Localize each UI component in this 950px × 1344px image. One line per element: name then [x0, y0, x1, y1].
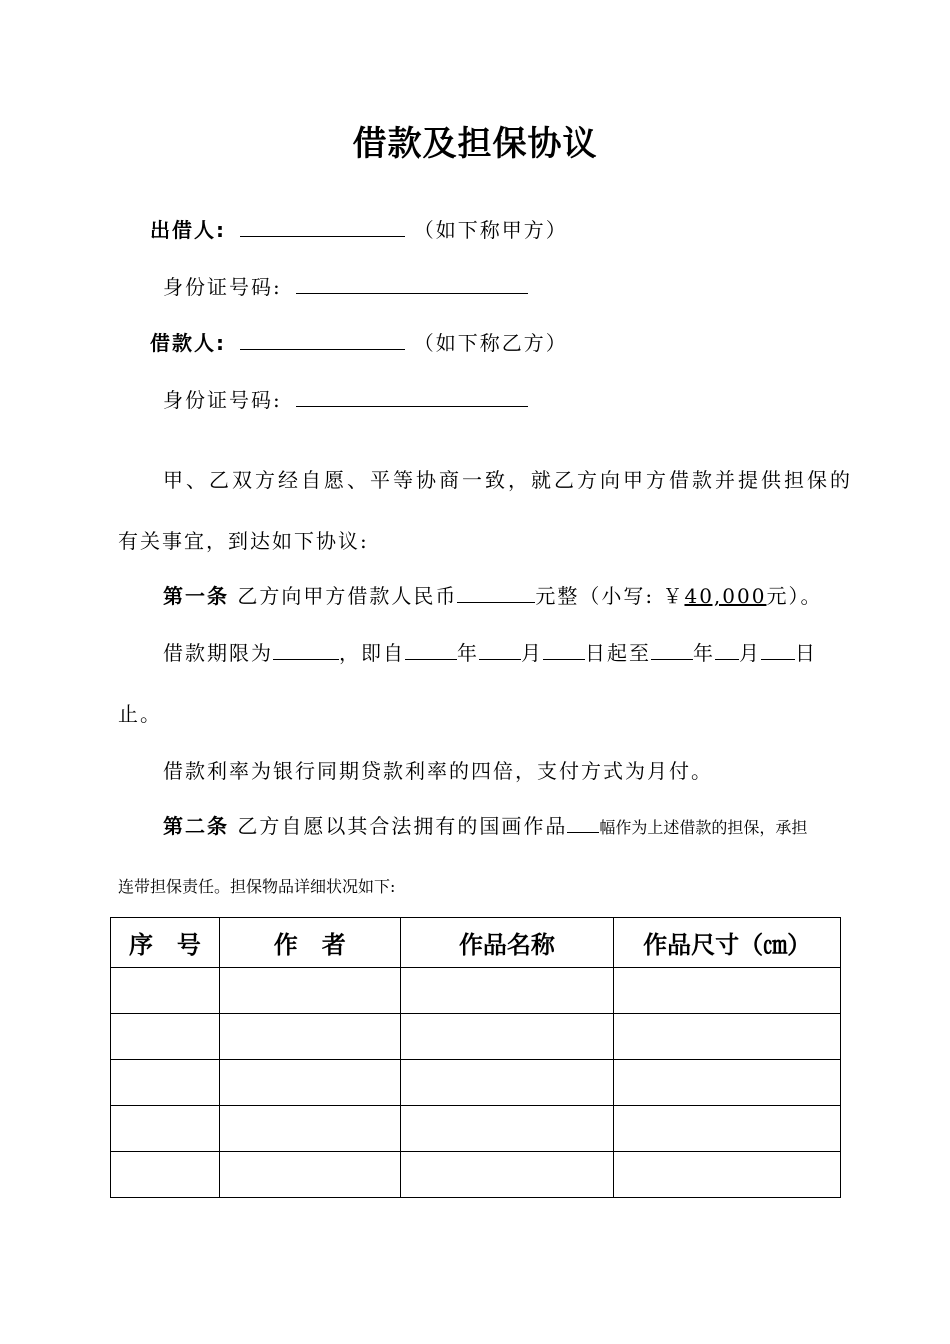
- borrower-id-label: 身份证号码:: [163, 388, 282, 412]
- table-cell[interactable]: [614, 968, 841, 1014]
- borrower-suffix: （如下称乙方）: [413, 331, 568, 355]
- end-month-label: 月: [739, 641, 761, 665]
- lender-id-line: [163, 271, 528, 300]
- lender-name-blank[interactable]: [240, 216, 405, 237]
- borrower-label: 借款人:: [150, 331, 226, 355]
- borrower-line: [150, 327, 568, 356]
- loan-amount-figure: 40,000: [684, 584, 767, 608]
- intro-line-1: 甲、乙双方经自愿、平等协商一致，就乙方向甲方借款并提供担保的: [163, 468, 853, 492]
- term-text-a: 借款期限为: [163, 641, 273, 665]
- article-1-text-c: 元）。: [766, 584, 823, 608]
- article-1-text-b: 元整（小写: ￥: [535, 584, 685, 608]
- table-row: [111, 1014, 841, 1060]
- table-cell[interactable]: [400, 1152, 614, 1198]
- start-year-blank[interactable]: [405, 639, 457, 660]
- start-day-label: 日起至: [585, 641, 651, 665]
- header-work-title: 作品名称: [400, 918, 614, 968]
- table-cell[interactable]: [111, 1152, 220, 1198]
- header-author: 作 者: [219, 918, 400, 968]
- start-day-blank[interactable]: [543, 639, 585, 660]
- header-serial-number: 序 号: [111, 918, 220, 968]
- painting-count-blank[interactable]: [567, 812, 599, 833]
- article-2-heading: 第二条: [163, 814, 229, 838]
- table-header-row: [111, 918, 841, 968]
- lender-id-label: 身份证号码:: [163, 275, 282, 299]
- intro-line-2: 有关事宜，到达如下协议:: [118, 529, 369, 553]
- lender-suffix: （如下称甲方）: [413, 218, 568, 242]
- table-cell[interactable]: [614, 1152, 841, 1198]
- document-title: 借款及担保协议: [352, 124, 598, 164]
- table-row: [111, 968, 841, 1014]
- article-2-line: [163, 810, 807, 839]
- article-2-text-a: 乙方自愿以其合法拥有的国画作品: [237, 814, 568, 838]
- lender-label: 出借人:: [150, 218, 226, 242]
- lender-line: [150, 214, 568, 243]
- end-year-blank[interactable]: [651, 639, 693, 660]
- start-month-blank[interactable]: [479, 639, 521, 660]
- table-cell[interactable]: [219, 1152, 400, 1198]
- table-cell[interactable]: [219, 1106, 400, 1152]
- table-cell[interactable]: [111, 1014, 220, 1060]
- borrower-id-line: [163, 384, 528, 413]
- table-row: [111, 1152, 841, 1198]
- article-2-line-2: 连带担保责任。担保物品详细状况如下:: [118, 877, 396, 896]
- borrower-name-blank[interactable]: [240, 329, 405, 350]
- article-1-text-a: 乙方向甲方借款人民币: [237, 584, 458, 608]
- table-cell[interactable]: [111, 968, 220, 1014]
- table-row: [111, 1106, 841, 1152]
- interest-rate-line: 借款利率为银行同期贷款利率的四倍，支付方式为月付。: [163, 759, 713, 783]
- collateral-table: [110, 917, 841, 1198]
- term-length-blank[interactable]: [273, 639, 339, 660]
- end-day-label: 日: [795, 641, 817, 665]
- table-cell[interactable]: [400, 1106, 614, 1152]
- table-cell[interactable]: [219, 1014, 400, 1060]
- table-cell[interactable]: [219, 968, 400, 1014]
- table-row: [111, 1060, 841, 1106]
- header-work-size: 作品尺寸（㎝）: [614, 918, 841, 968]
- start-month-label: 月: [521, 641, 543, 665]
- table-cell[interactable]: [111, 1060, 220, 1106]
- article-2-text-b: 幅作为上述借款的担保，承担: [599, 818, 808, 837]
- loan-amount-words-blank[interactable]: [457, 582, 535, 603]
- table-cell[interactable]: [614, 1106, 841, 1152]
- table-cell[interactable]: [400, 1060, 614, 1106]
- table-cell[interactable]: [111, 1106, 220, 1152]
- end-day-blank[interactable]: [761, 639, 795, 660]
- end-year-label: 年: [693, 641, 715, 665]
- lender-id-blank[interactable]: [296, 273, 528, 294]
- table-cell[interactable]: [614, 1014, 841, 1060]
- start-year-label: 年: [457, 641, 479, 665]
- end-month-blank[interactable]: [715, 639, 739, 660]
- article-1-line: [163, 580, 822, 609]
- table-cell[interactable]: [400, 968, 614, 1014]
- borrower-id-blank[interactable]: [296, 386, 528, 407]
- table-cell[interactable]: [400, 1014, 614, 1060]
- term-line: [163, 637, 817, 666]
- article-1-heading: 第一条: [163, 584, 229, 608]
- term-text-b: ，即自: [339, 641, 405, 665]
- table-cell[interactable]: [614, 1060, 841, 1106]
- term-end-line: 止。: [118, 702, 162, 726]
- table-cell[interactable]: [219, 1060, 400, 1106]
